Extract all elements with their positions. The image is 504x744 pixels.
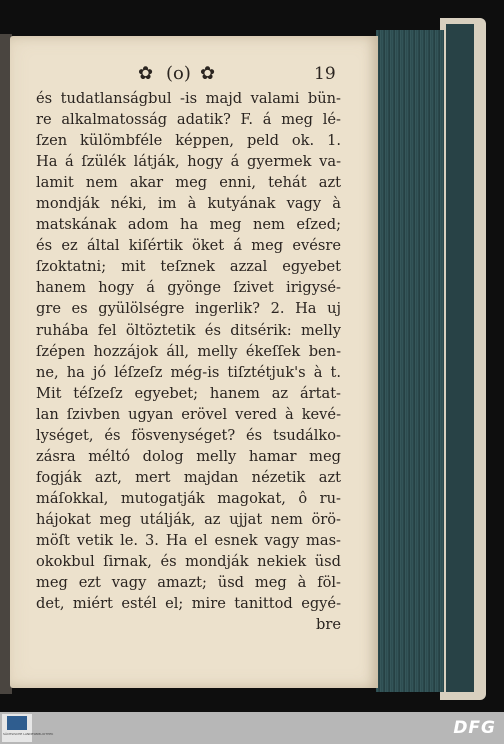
book-cover-inner <box>446 24 474 692</box>
text-line: ne, ha jó léſzeſz még-is tiſztétjuk's à t. <box>36 363 341 381</box>
library-logo-text: SÄCHSISCHE LANDESBIBLIOTHEK <box>3 732 54 736</box>
page-edges-stack <box>376 30 444 692</box>
text-line: meg ezt vagy amazt; üsd meg à föl- <box>36 574 341 592</box>
text-line: ſzoktatni; mit teſznek azzal egyebet <box>36 258 341 276</box>
text-line: és ez által kiſértik öket á meg evésre <box>36 237 341 255</box>
text-line: ſzépen hozzájok áll, melly ékeſſek ben- <box>36 342 341 360</box>
text-line: ſzen külömbféle képpen, peld ok. 1. <box>36 132 341 150</box>
text-line: det, miért estél el; mire tanittod egyé- <box>36 595 341 613</box>
page-number: 19 <box>314 64 336 84</box>
flower-ornament-icon: ✿ <box>138 63 154 84</box>
text-line: lységet, és fösvenységet? és tsudálko- <box>36 426 341 444</box>
text-line: gre es gyülölségre ingerlik? 2. Ha uj <box>36 300 341 318</box>
text-line: bre <box>316 616 341 634</box>
flower-ornament-icon: ✿ <box>200 63 216 84</box>
center-ornament: (o) <box>166 63 191 84</box>
library-logo-icon <box>7 716 27 730</box>
text-line: fogják azt, mert majdan nézetik azt <box>36 468 341 486</box>
dfg-logo[interactable]: DFG <box>453 718 496 738</box>
text-line: máſokkal, mutogatják magokat, ô ru- <box>36 489 341 507</box>
text-line: és tudatlanságbul -is majd valami bün- <box>36 90 341 107</box>
text-line: okokbul ſirnak, és mondják nekiek üsd <box>36 553 341 571</box>
text-line: möſt vetik le. 3. Ha el esnek vagy mas- <box>36 531 341 549</box>
text-line: hanem hogy á gyönge ſzivet irigysé- <box>36 279 341 297</box>
library-logo[interactable] <box>2 714 54 742</box>
text-line: hájokat meg utálják, az ujjat nem örö- <box>36 510 341 528</box>
page-header <box>134 62 334 86</box>
text-line: mondják néki, im à kutyának vagy à <box>36 195 341 213</box>
text-line: lamit nem akar meg enni, tehát azt <box>36 174 341 192</box>
text-line: lan ſzivben ugyan erövel vered à kevé- <box>36 405 341 423</box>
text-line: Ha á ſzülék látják, hogy á gyermek va- <box>36 153 341 171</box>
text-line: zásra méltó dolog melly hamar meg <box>36 447 341 465</box>
text-line: matskának adom ha meg nem eſzed; <box>36 216 341 234</box>
text-line: re alkalmatosság adatik? F. á meg lé- <box>36 111 341 129</box>
page-text <box>36 88 341 635</box>
text-line: ruhába fel öltöztetik és ditsérik: melly <box>36 321 341 339</box>
viewer-footer-bar <box>0 712 504 744</box>
text-line: Mit téſzeſz egyebet; hanem az ártat- <box>36 384 341 402</box>
